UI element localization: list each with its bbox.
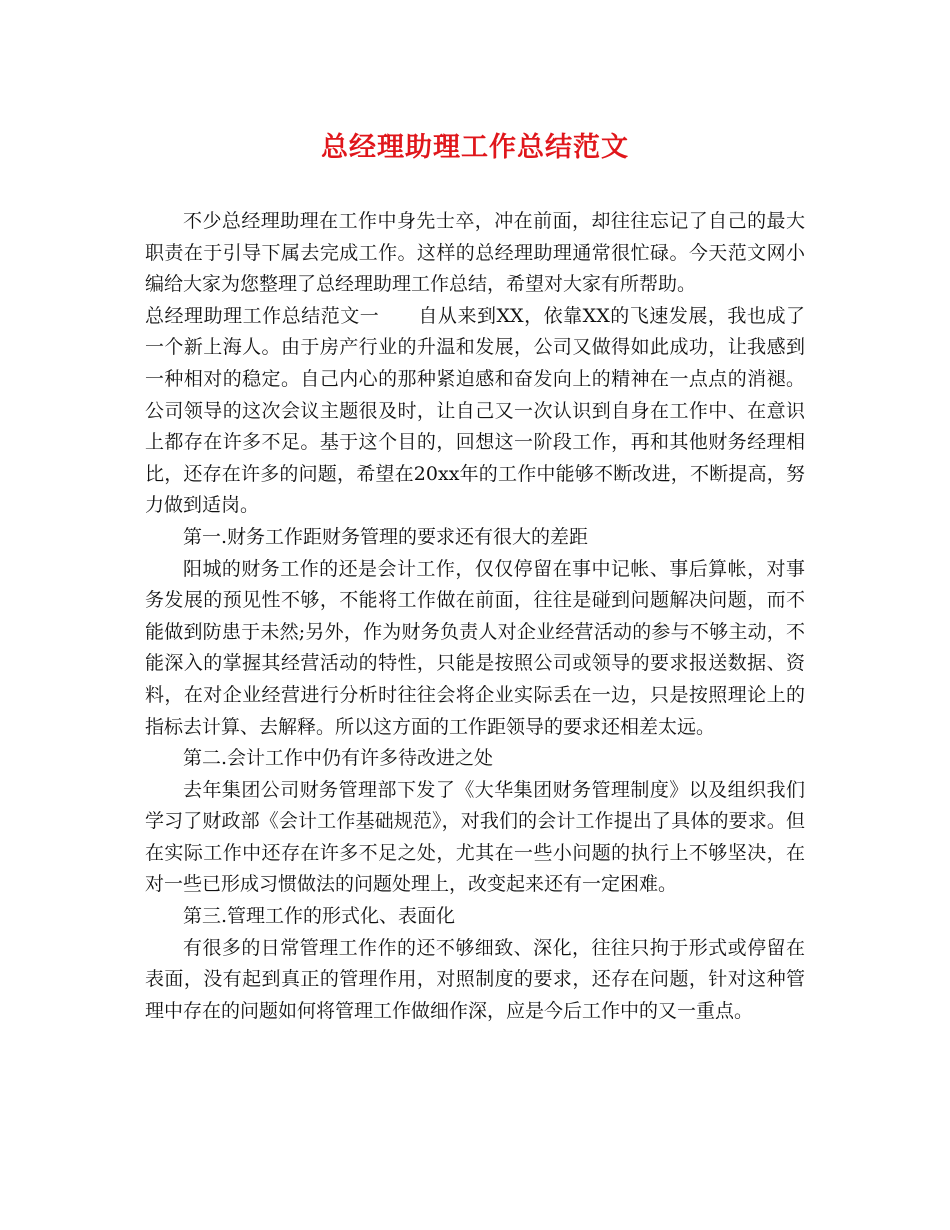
section-one-paragraph: 阳城的财务工作的还是会计工作，仅仅停留在事中记帐、事后算帐，对事务发展的预见性不够，不能将工作做在前面，往往是碰到问题解决问题，而不能做到防患于未然;另外，作为财务负责人对企业经营活动的参与不够主动，不能深入的掌握其经营活动的特性，只能是按照公司或领导的要求报送数据、资料，在对企业经营进行分析时往往会将企业实际丢在一边，只是按照理论上的指标去计算、去解释。所以这方面的工作距领导的要求还相差太远。 — [145, 557, 805, 738]
section-two-paragraph: 去年集团公司财务管理部下发了《大华集团财务管理制度》以及组织我们学习了财政部《会计工作基础规范》，对我们的会计工作提出了具体的要求。但在实际工作中还存在许多不足之处，尤其在一些小问题的执行上不够坚决，在对一些已形成习惯做法的问题处理上，改变起来还有一定困难。 — [145, 778, 805, 896]
section-heading-one: 第一.财务工作距财务管理的要求还有很大的差距 — [183, 525, 589, 548]
sample-one-paragraph: 总经理助理工作总结范文一 自从来到XX，依靠XX的飞速发展，我也成了一个新上海人。由于房产行业的升温和发展，公司又做得如此成功，让我感到一种相对的稳定。自己内心的那种紧迫感和奋发向上的精神在一点点的消褪。公司领导的这次会议主题很及时，让自己又一次认识到自身在工作中、在意识上都存在许多不足。基于这个目的，回想这一阶段工作，再和其他财务经理相比，还存在许多的问题，希望在20xx年的工作中能够不断改进，不断提高，努力做到适岗。 — [145, 304, 805, 517]
section-heading-two: 第二.会计工作中仍有许多待改进之处 — [183, 747, 494, 770]
section-three-paragraph: 有很多的日常管理工作作的还不够细致、深化，往往只拘于形式或停留在表面，没有起到真正的管理作用，对照制度的要求，还存在问题，针对这种管理中存在的问题如何将管理工作做细作深，应是今后工作中的又一重点。 — [145, 936, 805, 1022]
intro-paragraph: 不少总经理助理在工作中身先士卒，冲在前面，却往往忘记了自己的最大职责在于引导下属去完成工作。这样的总经理助理通常很忙碌。今天范文网小编给大家为您整理了总经理助理工作总结，希望对大家有所帮助。 — [145, 210, 805, 296]
section-heading-three: 第三.管理工作的形式化、表面化 — [183, 905, 456, 928]
document-body — [145, 206, 805, 1027]
document-title: 总经理助理工作总结范文 — [321, 132, 629, 163]
